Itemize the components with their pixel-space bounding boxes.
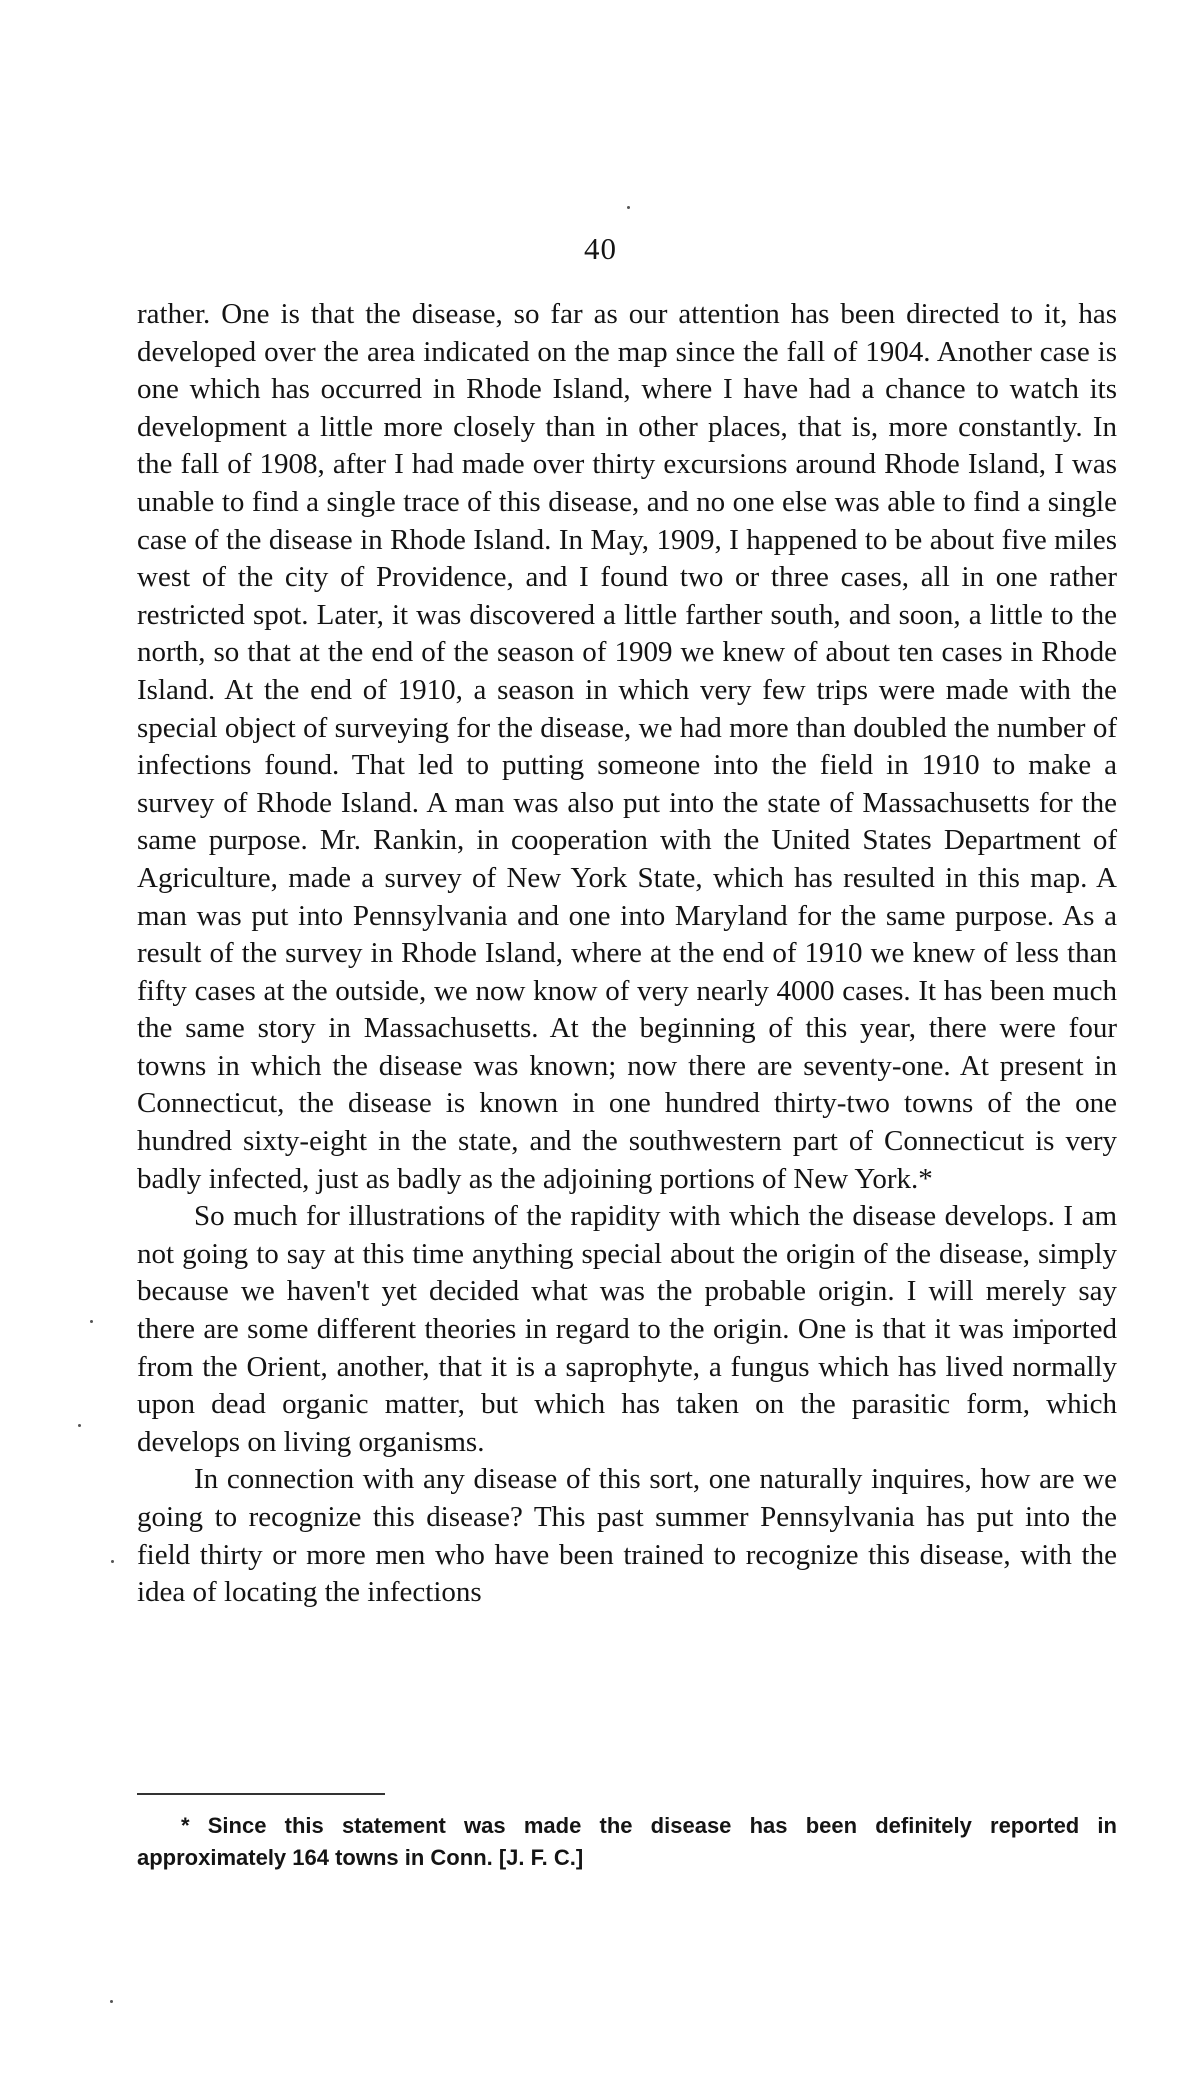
paragraph: rather. One is that the disease, so far as our attention has been directed to it, has developed over the area indicated on the map since the fall of 1904. Another case is one which has occurred in Rhode Island, where I have had a chance to watch its development a little more closely than in other places, that is, more constantly. In the fall of 1908, after I had made over thirty excursions around Rhode Island, I was unable to find a single trace of this disease, and no one else was able to find a single case of the disease in Rhode Island. In May, 1909, I happened to be about five miles west of the city of Providence, and I found two or three cases, all in one rather restricted spot. Later, it was discovered a little farther south, and soon, a little to the north, so that at the end of the season of 1909 we knew of about ten cases in Rhode Island. At the end of 1910, a season in which very few trips were made with the special object of surveying for the disease, we had more than doubled the number of infections found. That led to putting someone into the field in 1910 to make a survey of Rhode Island. A man was also put into the state of Massachusetts for the same purpose. Mr. Rankin, in cooperation with the United States Department of Agriculture, made a survey of New York State, which has resulted in this map. A man was put into Pennsylvania and one into Maryland for the same purpose. As a result of the survey in Rhode Island, where at the end of 1910 we knew of less than fifty cases at the outside, we now know of very nearly 4000 cases. It has been much the same story in Massachusetts. At the beginning of this year, there were four towns in which the disease was known; now there are seventy-one. At present in Connecticut, the disease is known in one hundred thirty-two towns of the one hundred sixty-eight in the state, and the southwestern part of Connecticut is very badly infected, just as badly as the adjoining portions of New York.* [137,298,1117,1195]
footnote: * Since this statement was made the disease has been definitely reported in approximately 164 towns in Conn. [J. F. C.] [137,1813,1117,1870]
paragraph: In connection with any disease of this sort, one naturally inquires, how are we going to recognize this disease? This past summer Pennsylvania has put into the field thirty or more men who have been trained to recognize this disease, with the idea of locating the infections [137,1463,1117,1609]
body-text [137,296,1117,1612]
paragraph: So much for illustrations of the rapidity with which the disease develops. I am not going to say at this time anything special about the origin of the disease, simply because we haven't yet decided what was the probable origin. I will merely say there are some different theories in regard to the origin. One is that it was imported from the Orient, another, that it is a saprophyte, a fungus which has lived normally upon dead organic matter, but which has taken on the parasitic form, which develops on living organisms. [137,1200,1117,1458]
page-number: 40 [584,231,617,266]
scan-speck [627,206,630,209]
scan-speck [90,1320,93,1323]
scan-speck [110,2000,113,2003]
scan-speck [78,1424,81,1427]
footnote-divider [137,1793,385,1795]
scan-speck [111,1560,114,1563]
